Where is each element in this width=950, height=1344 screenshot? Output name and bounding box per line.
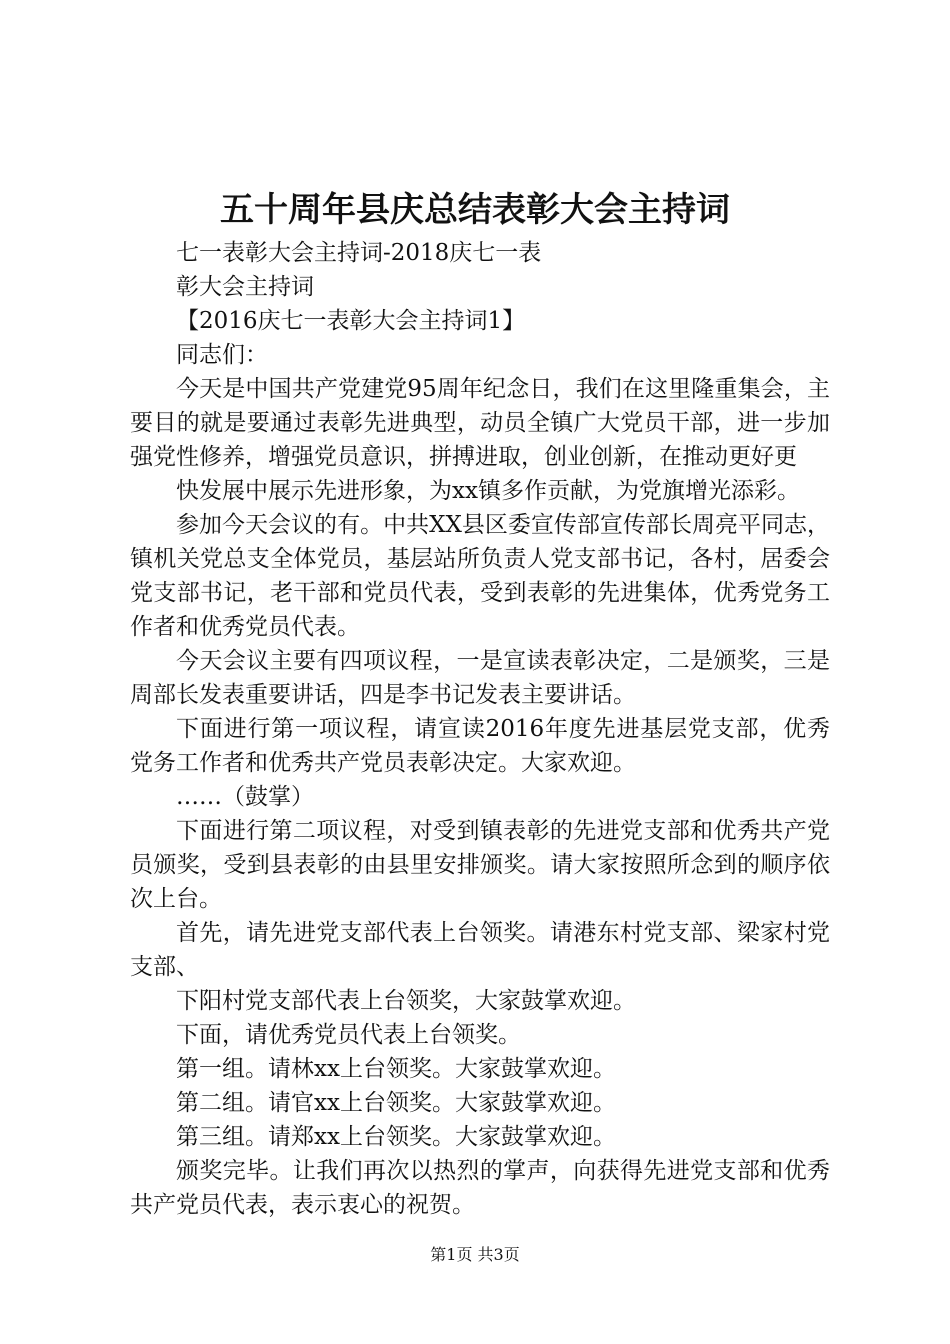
paragraph: 快发展中展示先进形象，为xx镇多作贡献，为党旗增光添彩。 [176,478,800,504]
paragraph: 同志们： [176,342,268,368]
paragraph: 第二组。请官xx上台领奖。大家鼓掌欢迎。 [176,1090,616,1116]
paragraph: 第一组。请林xx上台领奖。大家鼓掌欢迎。 [176,1056,616,1082]
page-number-footer: 第1页 共3页 [430,1245,520,1264]
paragraph: 下阳村党支部代表上台领奖，大家鼓掌欢迎。 [176,988,636,1014]
document-title: 五十周年县庆总结表彰大会主持词 [220,190,730,230]
paragraph: ……（鼓掌） [176,784,314,810]
paragraph: 七一表彰大会主持词-2018庆七一表 [176,240,542,266]
paragraph: 今天会议主要有四项议程，一是宣读表彰决定，二是颁奖，三是周部长发表重要讲话，四是李书记发表主要讲话。 [130,648,830,708]
paragraph: 彰大会主持词 [176,274,314,300]
paragraph: 【2016庆七一表彰大会主持词1】 [176,308,526,334]
paragraph: 下面进行第二项议程，对受到镇表彰的先进党支部和优秀共产党员颁奖，受到县表彰的由县里安排颁奖。请大家按照所念到的顺序依次上台。 [130,818,830,912]
paragraph: 下面进行第一项议程，请宣读2016年度先进基层党支部，优秀党务工作者和优秀共产党员表彰决定。大家欢迎。 [130,716,830,776]
paragraph: 今天是中国共产党建党95周年纪念日，我们在这里隆重集会，主要目的就是要通过表彰先进典型，动员全镇广大党员干部，进一步加强党性修养，增强党员意识，拼搏进取，创业创新，在推动更好更 [130,376,830,470]
paragraph: 下面，请优秀党员代表上台领奖。 [176,1022,521,1048]
paragraph: 颁奖完毕。让我们再次以热烈的掌声，向获得先进党支部和优秀共产党员代表，表示衷心的祝贺。 [130,1158,830,1218]
paragraph: 第三组。请郑xx上台领奖。大家鼓掌欢迎。 [176,1124,616,1150]
paragraph: 首先，请先进党支部代表上台领奖。请港东村党支部、梁家村党支部、 [130,920,830,980]
document-body [130,236,830,1222]
paragraph: 参加今天会议的有。中共XX县区委宣传部宣传部长周亮平同志，镇机关党总支全体党员，基层站所负责人党支部书记，各村，居委会党支部书记，老干部和党员代表，受到表彰的先进集体，优秀党务工作者和优秀党员代表。 [130,512,830,640]
